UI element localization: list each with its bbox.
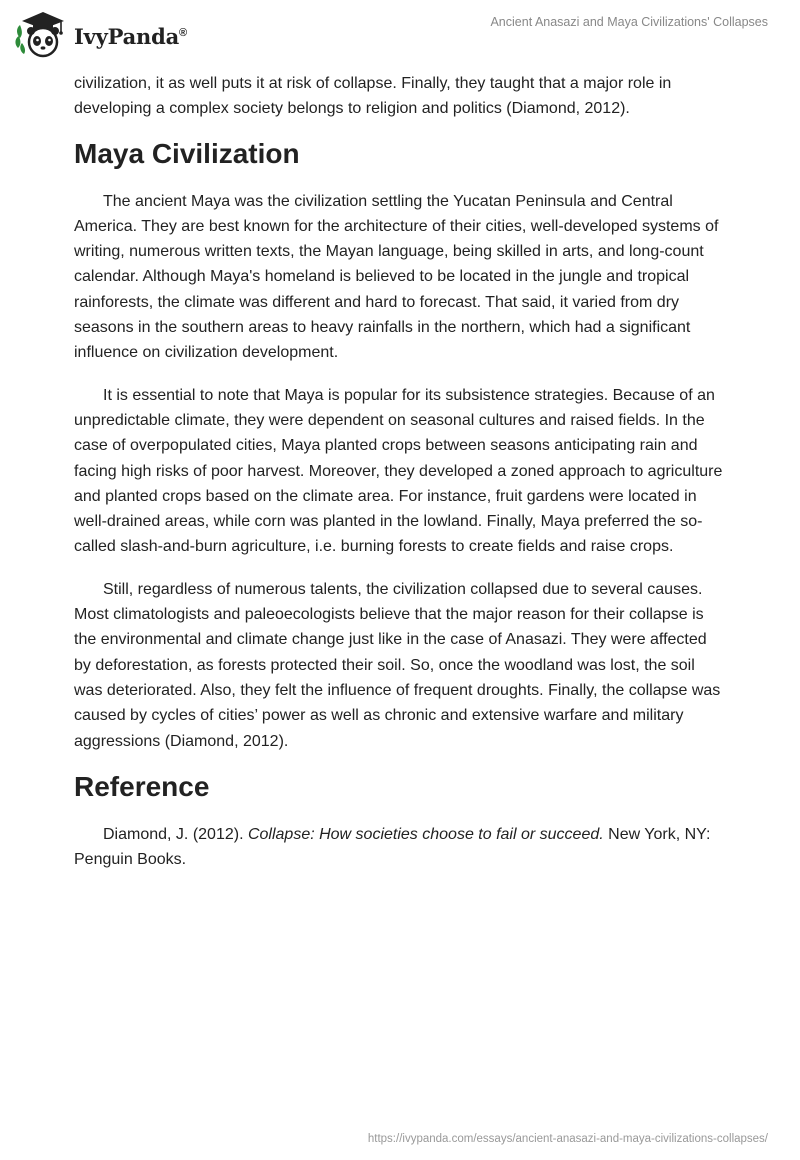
reference-publisher: New York, NY: Penguin Books. [74,825,711,869]
paragraph: Still, regardless of numerous talents, the civilization collapsed due to several causes. Most climatologists and paleoecologists believe that the major reason for their collapse is the environmental and climate change just like in the case of Anasazi. They were affected by deforestation, as forests protected their soil. So, once the woodland was lost, the soil was deteriorated. Also, they felt the influence of frequent droughts. Finally, the collapse was caused by cycles of cities’ power as well as chronic and extensive warfare and military aggressions (Diamond, 2012). [74,580,721,750]
logo-text: IvyPanda® [74,23,187,49]
panda-graduation-icon [14,8,70,60]
document-title: Ancient Anasazi and Maya Civilizations' Collapses [490,15,768,29]
ivypanda-logo[interactable] [14,8,187,60]
source-url[interactable]: https://ivypanda.com/essays/ancient-anasazi-and-maya-civilizations-collapses/ [367,1133,768,1145]
intro-paragraph: civilization, it as well puts it at risk of collapse. Finally, they taught that a major role in developing a complex society belongs to religion and politics (Diamond, 2012). [74,75,672,118]
section-heading-reference: Reference [74,770,210,802]
reference-entry [74,822,724,873]
paragraph: The ancient Maya was the civilization settling the Yucatan Peninsula and Central America. They are best known for the architecture of their cities, well-developed systems of writing, numerous written texts, the Mayan language, being skilled in arts, and long-count calendar. Although Maya's homeland is believed to be located in the jungle and tropical rainforests, the climate was different and hard to forecast. That said, it varied from dry seasons in the southern areas to heavy rainfalls in the northern, which had a significant influence on civilization development. [74,192,719,362]
essay-content [74,71,724,889]
paragraph: It is essential to note that Maya is popular for its subsistence strategies. Because of an unpredictable climate, they were dependent on seasonal cultures and raised fields. In the case of overpopulated cities, Maya planted crops between seasons anticipating rain and facing high risks of poor harvest. Moreover, they developed a zoned approach to agriculture and planted crops based on the climate area. For instance, fruit gardens were located in well-drained areas, while corn was planted in the lowland. Finally, Maya preferred the so-called slash-and-burn agriculture, i.e. burning forests to create fields and raise crops. [74,386,723,556]
page-header [0,0,800,64]
reference-title: Collapse: How societies choose to fail or succeed. [247,825,604,843]
reference-author-year: Diamond, J. (2012). [103,825,248,843]
section-heading-maya: Maya Civilization [74,137,300,169]
